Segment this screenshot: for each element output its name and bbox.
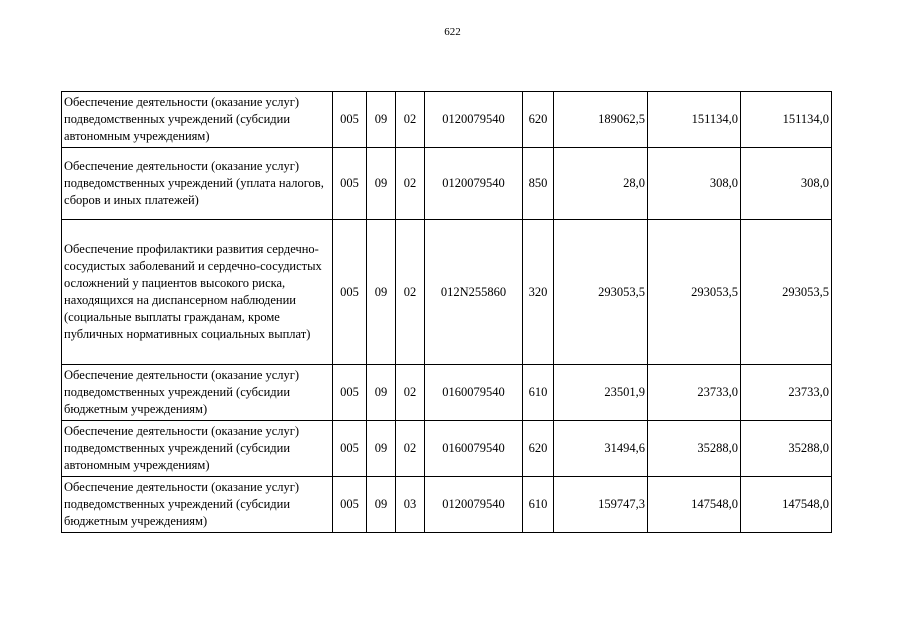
section-code: 09 bbox=[367, 220, 396, 365]
row-description: Обеспечение профилактики развития сердечно-сосудистых заболеваний и сердечно-сосудистых осложнений у пациентов высокого риска, находящихся на диспансерном наблюдении (социальные выплаты гражданам, кроме публичных нормативных социальных выплат) bbox=[62, 220, 333, 365]
amount-1: 293053,5 bbox=[554, 220, 648, 365]
amount-2: 23733,0 bbox=[648, 365, 741, 421]
subsection-code: 02 bbox=[396, 92, 425, 148]
section-code: 09 bbox=[367, 477, 396, 533]
ministry-code: 005 bbox=[333, 148, 367, 220]
target-article-code: 0120079540 bbox=[425, 148, 523, 220]
amount-3: 35288,0 bbox=[741, 421, 832, 477]
ministry-code: 005 bbox=[333, 92, 367, 148]
amount-1: 23501,9 bbox=[554, 365, 648, 421]
amount-2: 35288,0 bbox=[648, 421, 741, 477]
subsection-code: 02 bbox=[396, 148, 425, 220]
section-code: 09 bbox=[367, 92, 396, 148]
amount-2: 147548,0 bbox=[648, 477, 741, 533]
amount-1: 31494,6 bbox=[554, 421, 648, 477]
expense-kind-code: 850 bbox=[523, 148, 554, 220]
amount-1: 159747,3 bbox=[554, 477, 648, 533]
expense-kind-code: 620 bbox=[523, 92, 554, 148]
table-row bbox=[62, 220, 832, 365]
expense-kind-code: 610 bbox=[523, 477, 554, 533]
table-row bbox=[62, 148, 832, 220]
amount-3: 308,0 bbox=[741, 148, 832, 220]
ministry-code: 005 bbox=[333, 220, 367, 365]
table-row bbox=[62, 477, 832, 533]
table-row bbox=[62, 365, 832, 421]
target-article-code: 0120079540 bbox=[425, 92, 523, 148]
amount-1: 189062,5 bbox=[554, 92, 648, 148]
amount-3: 147548,0 bbox=[741, 477, 832, 533]
table-row bbox=[62, 92, 832, 148]
section-code: 09 bbox=[367, 365, 396, 421]
expense-kind-code: 620 bbox=[523, 421, 554, 477]
row-description: Обеспечение деятельности (оказание услуг) подведомственных учреждений (субсидии автономным учреждениям) bbox=[62, 421, 333, 477]
row-description: Обеспечение деятельности (оказание услуг) подведомственных учреждений (уплата налогов, сборов и иных платежей) bbox=[62, 148, 333, 220]
amount-1: 28,0 bbox=[554, 148, 648, 220]
ministry-code: 005 bbox=[333, 365, 367, 421]
subsection-code: 02 bbox=[396, 365, 425, 421]
expense-kind-code: 610 bbox=[523, 365, 554, 421]
subsection-code: 02 bbox=[396, 421, 425, 477]
ministry-code: 005 bbox=[333, 421, 367, 477]
target-article-code: 0160079540 bbox=[425, 365, 523, 421]
subsection-code: 02 bbox=[396, 220, 425, 365]
subsection-code: 03 bbox=[396, 477, 425, 533]
amount-3: 23733,0 bbox=[741, 365, 832, 421]
row-description: Обеспечение деятельности (оказание услуг) подведомственных учреждений (субсидии автономным учреждениям) bbox=[62, 92, 333, 148]
amount-2: 151134,0 bbox=[648, 92, 741, 148]
budget-table bbox=[61, 91, 832, 533]
expense-kind-code: 320 bbox=[523, 220, 554, 365]
amount-3: 151134,0 bbox=[741, 92, 832, 148]
amount-2: 293053,5 bbox=[648, 220, 741, 365]
page-number: 622 bbox=[444, 26, 461, 38]
table-row bbox=[62, 421, 832, 477]
section-code: 09 bbox=[367, 421, 396, 477]
amount-3: 293053,5 bbox=[741, 220, 832, 365]
target-article-code: 0160079540 bbox=[425, 421, 523, 477]
amount-2: 308,0 bbox=[648, 148, 741, 220]
target-article-code: 0120079540 bbox=[425, 477, 523, 533]
target-article-code: 012N255860 bbox=[425, 220, 523, 365]
row-description: Обеспечение деятельности (оказание услуг) подведомственных учреждений (субсидии бюджетным учреждениям) bbox=[62, 365, 333, 421]
section-code: 09 bbox=[367, 148, 396, 220]
row-description: Обеспечение деятельности (оказание услуг) подведомственных учреждений (субсидии бюджетным учреждениям) bbox=[62, 477, 333, 533]
ministry-code: 005 bbox=[333, 477, 367, 533]
